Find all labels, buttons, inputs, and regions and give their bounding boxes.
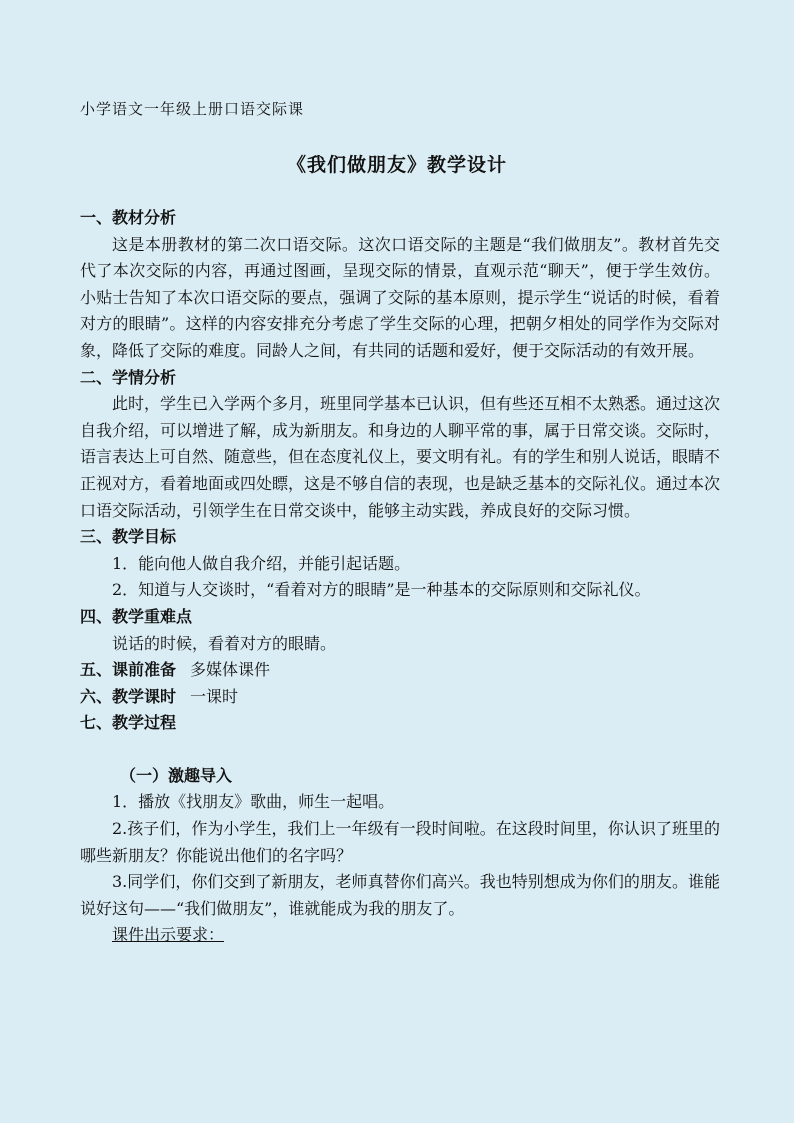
section-heading-key-points: 四、教学重难点 (80, 606, 193, 626)
periods-value: 一课时 (190, 686, 239, 706)
document-subtitle: 小学语文一年级上册口语交际课 (80, 100, 305, 118)
periods-label: 六、教学课时 (80, 686, 177, 706)
courseware-line (80, 922, 720, 949)
process-item-1: 1．播放《找朋友》歌曲，师生一起唱。 (112, 792, 395, 812)
section-heading-learner-analysis: 二、学情分析 (80, 367, 177, 387)
goal-item-2: 2．知道与人交谈时，“看着对方的眼睛”是一种基本的交际原则和交际礼仪。 (112, 580, 651, 600)
document-title: 《我们做朋友》教学设计 (286, 154, 507, 176)
blank-line (80, 737, 720, 763)
paragraph-key-points: 说话的时候，看着对方的眼睛。 (112, 633, 337, 653)
paragraph-learner-analysis: 此时，学生已入学两个多月，班里同学基本已认识，但有些还互相不太熟悉。通过这次自我介绍，可以增进了解，成为新朋友。和身边的人聊平常的事，属于日常交谈。交际时，语言表达上可自然、随意些，但在态度礼仪上，要文明有礼。有的学生和别人说话，眼睛不正视对方，看着地面或四处瞟，这是不够自信的表现，也是缺乏基本的交际礼仪。通过本次口语交际活动，引领学生在日常交谈中，能够主动实践，养成良好的交际习惯。 (80, 394, 721, 520)
prep-value: 多媒体课件 (190, 660, 271, 680)
goal-item-1: 1．能向他人做自我介绍，并能引起话题。 (112, 553, 411, 573)
prep-label: 五、课前准备 (80, 660, 177, 680)
section-heading-teaching-process: 七、教学过程 (80, 713, 177, 733)
document-body (80, 205, 720, 949)
prep-line (80, 657, 720, 684)
process-item-2: 2.孩子们，作为小学生，我们上一年级有一段时间啦。在这段时间里，你认识了班里的哪些新朋友？你能说出他们的名字吗？ (80, 819, 720, 865)
subsection-heading-intro: （一）激趣导入 (120, 765, 233, 785)
process-item-3: 3.同学们，你们交到了新朋友，老师真替你们高兴。我也特别想成为你们的朋友。谁能说好这句——“我们做朋友”，谁就能成为我的朋友了。 (80, 872, 720, 918)
section-heading-teaching-goals: 三、教学目标 (80, 527, 177, 547)
paragraph-textbook-analysis: 这是本册教材的第二次口语交际。这次口语交际的主题是“我们做朋友”。教材首先交代了本次交际的内容，再通过图画，呈现交际的情景，直观示范“聊天”，便于学生效仿。小贴士告知了本次口语交际的要点，强调了交际的基本原则，提示学生“说话的时候，看着对方的眼睛”。这样的内容安排充分考虑了学生交际的心理，把朝夕相处的同学作为交际对象，降低了交际的难度。同龄人之间，有共同的话题和爱好，便于交际活动的有效开展。 (80, 234, 720, 360)
periods-line (80, 684, 720, 711)
section-heading-textbook-analysis: 一、教材分析 (80, 208, 177, 227)
courseware-requirement: 课件出示要求： (112, 925, 225, 945)
